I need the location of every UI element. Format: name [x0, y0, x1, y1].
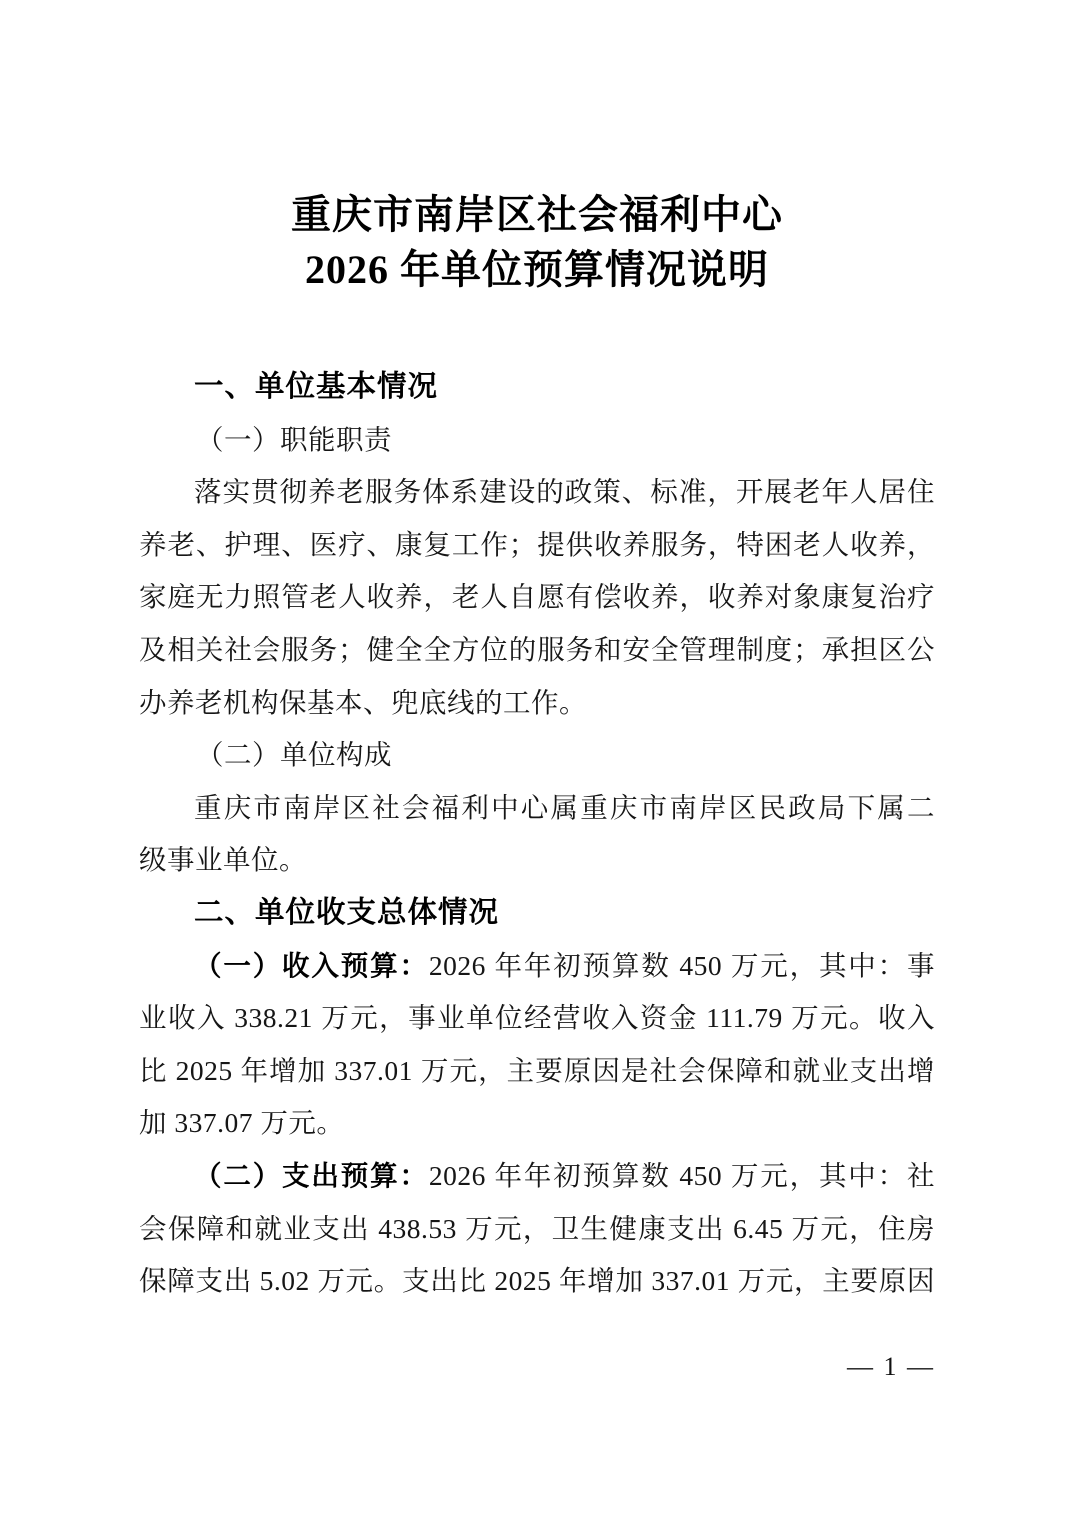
document-title-line1: 重庆市南岸区社会福利中心 — [291, 192, 783, 237]
income-budget-label: （一）收入预算： — [194, 949, 429, 981]
section-heading-budget-overview: 二、单位收支总体情况 — [194, 895, 500, 929]
paragraph-line: 加 337.07 万元。 — [139, 1107, 345, 1139]
paragraph-line: 保障支出 5.02 万元。支出比 2025 年增加 337.01 万元，主要原因 — [139, 1265, 935, 1297]
document-title-line2: 2026 年单位预算情况说明 — [305, 247, 769, 292]
paragraph-line: 养老、护理、医疗、康复工作；提供收养服务，特困老人收养， — [139, 528, 935, 560]
document-body — [139, 361, 935, 1308]
subsection-heading-duties: （一）职能职责 — [196, 423, 392, 455]
page-number: — 1 — — [847, 1352, 935, 1381]
document-title — [139, 187, 935, 297]
paragraph-line: 及相关社会服务；健全全方位的服务和安全管理制度；承担区公 — [139, 633, 935, 665]
paragraph-line: 办养老机构保基本、兜底线的工作。 — [139, 686, 587, 718]
expense-budget-label: （二）支出预算： — [194, 1159, 429, 1191]
paragraph-line: 会保障和就业支出 438.53 万元，卫生健康支出 6.45 万元，住房 — [139, 1212, 935, 1244]
paragraph-line-expense-budget — [139, 1150, 935, 1203]
paragraph-line: 家庭无力照管老人收养，老人自愿有偿收养，收养对象康复治疗 — [139, 581, 935, 613]
expense-budget-text: 2026 年年初预算数 450 万元，其中：社 — [428, 1159, 936, 1191]
paragraph-line: 业收入 338.21 万元，事业单位经营收入资金 111.79 万元。收入 — [139, 1002, 935, 1034]
section-heading-basic-info: 一、单位基本情况 — [194, 370, 439, 403]
subsection-heading-composition: （二）单位构成 — [196, 739, 392, 771]
paragraph-line: 比 2025 年增加 337.01 万元，主要原因是社会保障和就业支出增 — [139, 1054, 935, 1086]
paragraph-line-income-budget — [139, 940, 935, 993]
paragraph-line: 级事业单位。 — [139, 844, 307, 876]
income-budget-text: 2026 年年初预算数 450 万元，其中：事 — [428, 949, 936, 981]
paragraph-line: 重庆市南岸区社会福利中心属重庆市南岸区民政局下属二 — [194, 791, 935, 823]
paragraph-line: 落实贯彻养老服务体系建设的政策、标准，开展老年人居住 — [194, 476, 935, 508]
